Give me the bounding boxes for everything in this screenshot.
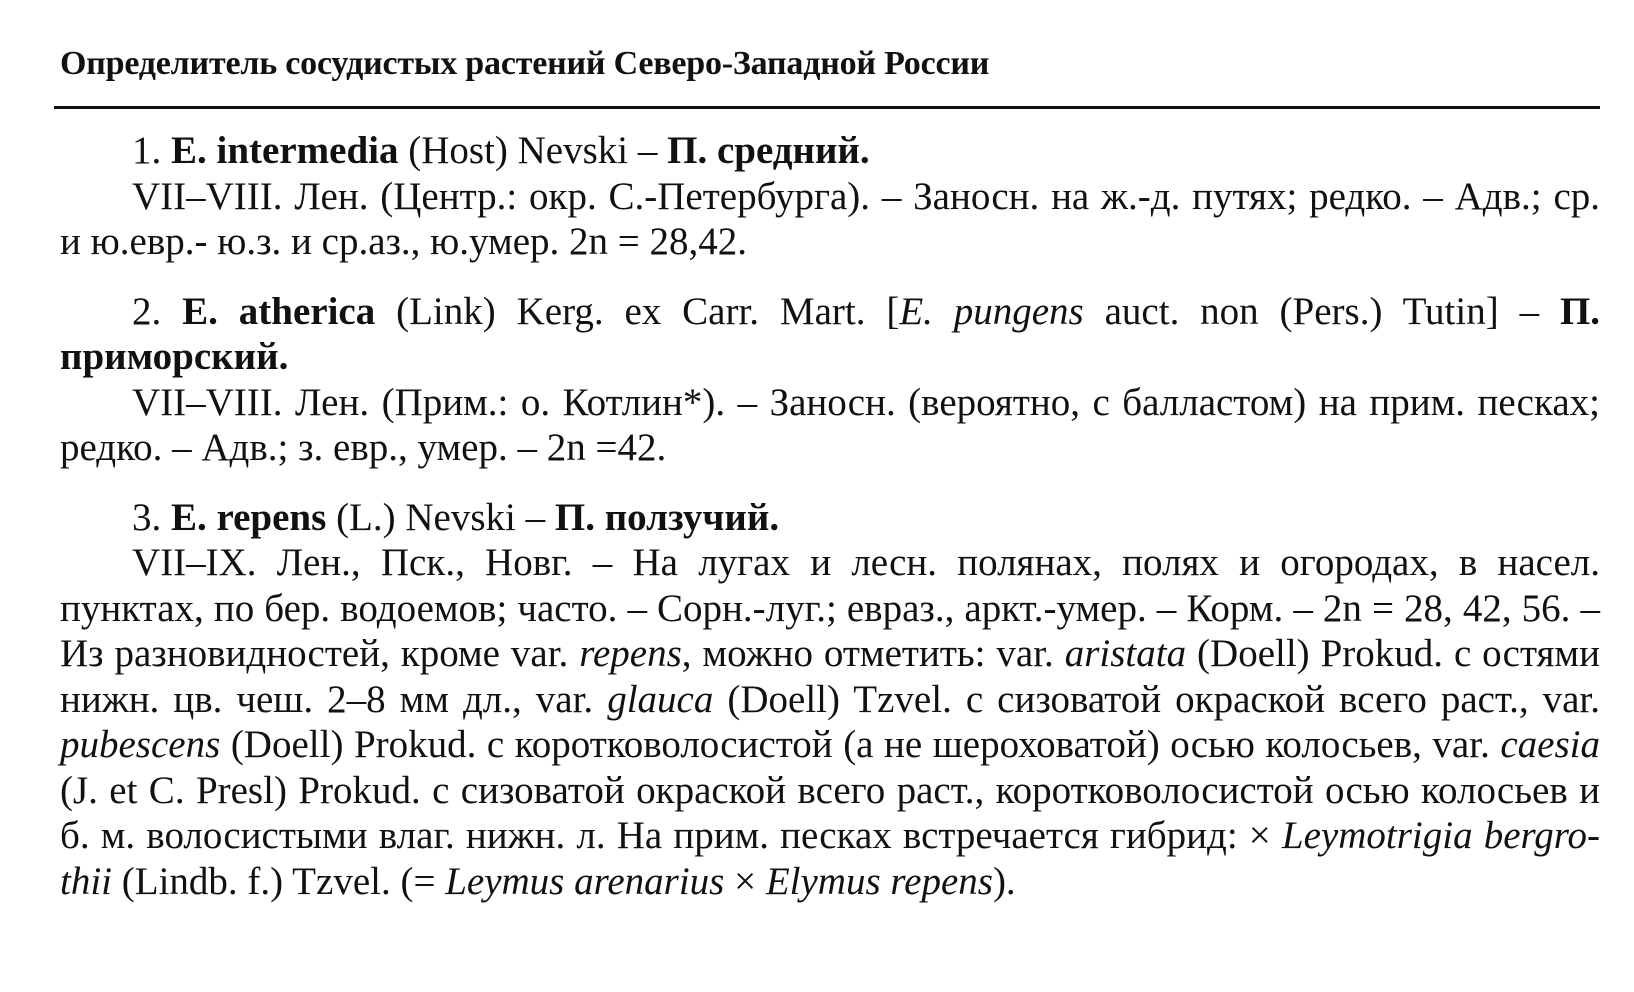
species-heading-2 bbox=[60, 289, 1600, 380]
species-list bbox=[60, 128, 1600, 904]
parent-species-name: Leymus arenarius bbox=[445, 859, 725, 903]
variety-name: repens bbox=[579, 632, 682, 675]
species-author: (L.) Nevski bbox=[336, 495, 516, 539]
species-heading-3 bbox=[60, 495, 1600, 541]
description-text: ). bbox=[992, 859, 1016, 903]
description-text: (Doell) Tzvel. с сизоватой окраской всего раст., var. bbox=[713, 677, 1601, 721]
species-heading-1 bbox=[60, 128, 1600, 174]
hybrid-name: Leymotrigia bergrothii bbox=[60, 814, 1600, 903]
common-name: П. средний. bbox=[667, 129, 870, 172]
species-number: 3. bbox=[132, 495, 162, 539]
species-description-1: VII–VIII. Лен. (Центр.: окр. С.-Петербурга). – Заносн. на ж.-д. путях; редко. – Адв.; ср. и ю.евр.- ю.з. и ср.аз., ю.умер. 2n = 28,42. bbox=[60, 174, 1600, 263]
description-text: , можно отметить: var. bbox=[681, 632, 1065, 675]
variety-name: caesia bbox=[1500, 723, 1600, 766]
species-number: 1. bbox=[132, 129, 162, 172]
synonym-author: auct. non (Pers.) Tutin] – bbox=[1083, 289, 1540, 333]
species-epithet: atherica bbox=[238, 289, 376, 333]
parent-species-name: Elymus repens bbox=[765, 859, 993, 903]
variety-name: glauca bbox=[607, 677, 714, 721]
genus-abbrev: E. bbox=[171, 495, 207, 539]
species-epithet: repens bbox=[216, 495, 327, 539]
species-description-3 bbox=[60, 540, 1600, 904]
common-name: П. приморский. bbox=[60, 289, 1601, 378]
species-author: (Host) Nevski bbox=[408, 129, 629, 172]
hybrid-cross-symbol: × bbox=[724, 859, 766, 903]
description-text: (J. et C. Presl) Prokud. с сизоватой окраской всего раст., коротковолосистой осью колосьев и б. м. волосистыми влаг. нижн. л. На прим. песках встречается гибрид: × bbox=[60, 768, 1600, 857]
description-text: (Doell) Prokud. с коротковолосистой (а не шероховатой) осью колосьев, var. bbox=[220, 723, 1501, 766]
species-epithet: intermedia bbox=[216, 129, 399, 172]
species-author: (Link) Kerg. ex Carr. Mart. [ bbox=[396, 289, 900, 333]
common-name: П. ползучий. bbox=[554, 495, 780, 539]
variety-name: aristata bbox=[1064, 632, 1187, 675]
description-text: (Lindb. f.) Tzvel. (= bbox=[112, 859, 446, 903]
genus-abbrev: E. bbox=[182, 289, 218, 333]
running-header: Определитель сосудистых растений Северо-Западной России bbox=[60, 45, 990, 82]
dash: – bbox=[525, 495, 546, 539]
variety-name: pubescens bbox=[60, 723, 221, 766]
species-description-2: VII–VIII. Лен. (Прим.: о. Котлин*). – Заносн. (вероятно, с балластом) на прим. песках; редко. – Адв.; з. евр., умер. – 2n =42. bbox=[60, 380, 1600, 469]
species-number: 2. bbox=[132, 289, 162, 333]
header-rule bbox=[54, 106, 1600, 109]
dash: – bbox=[637, 129, 658, 172]
synonym-name: E. pungens bbox=[899, 289, 1084, 333]
genus-abbrev: E. bbox=[171, 129, 207, 172]
description-text: VII–IX. Лен., Пск., Новг. – На лугах и лесн. полянах, полях и огородах, в насел. пунктах, по бер. водоемов; часто. – Сорн.-луг.; евраз., аркт.-умер. – Корм. – 2n = 28, 42, 56. – Из разновидностей, кроме var. bbox=[60, 541, 1600, 675]
description-text: (Doell) Prokud. с остями нижн. цв. чеш. 2–8 мм дл., var. bbox=[60, 632, 1600, 721]
